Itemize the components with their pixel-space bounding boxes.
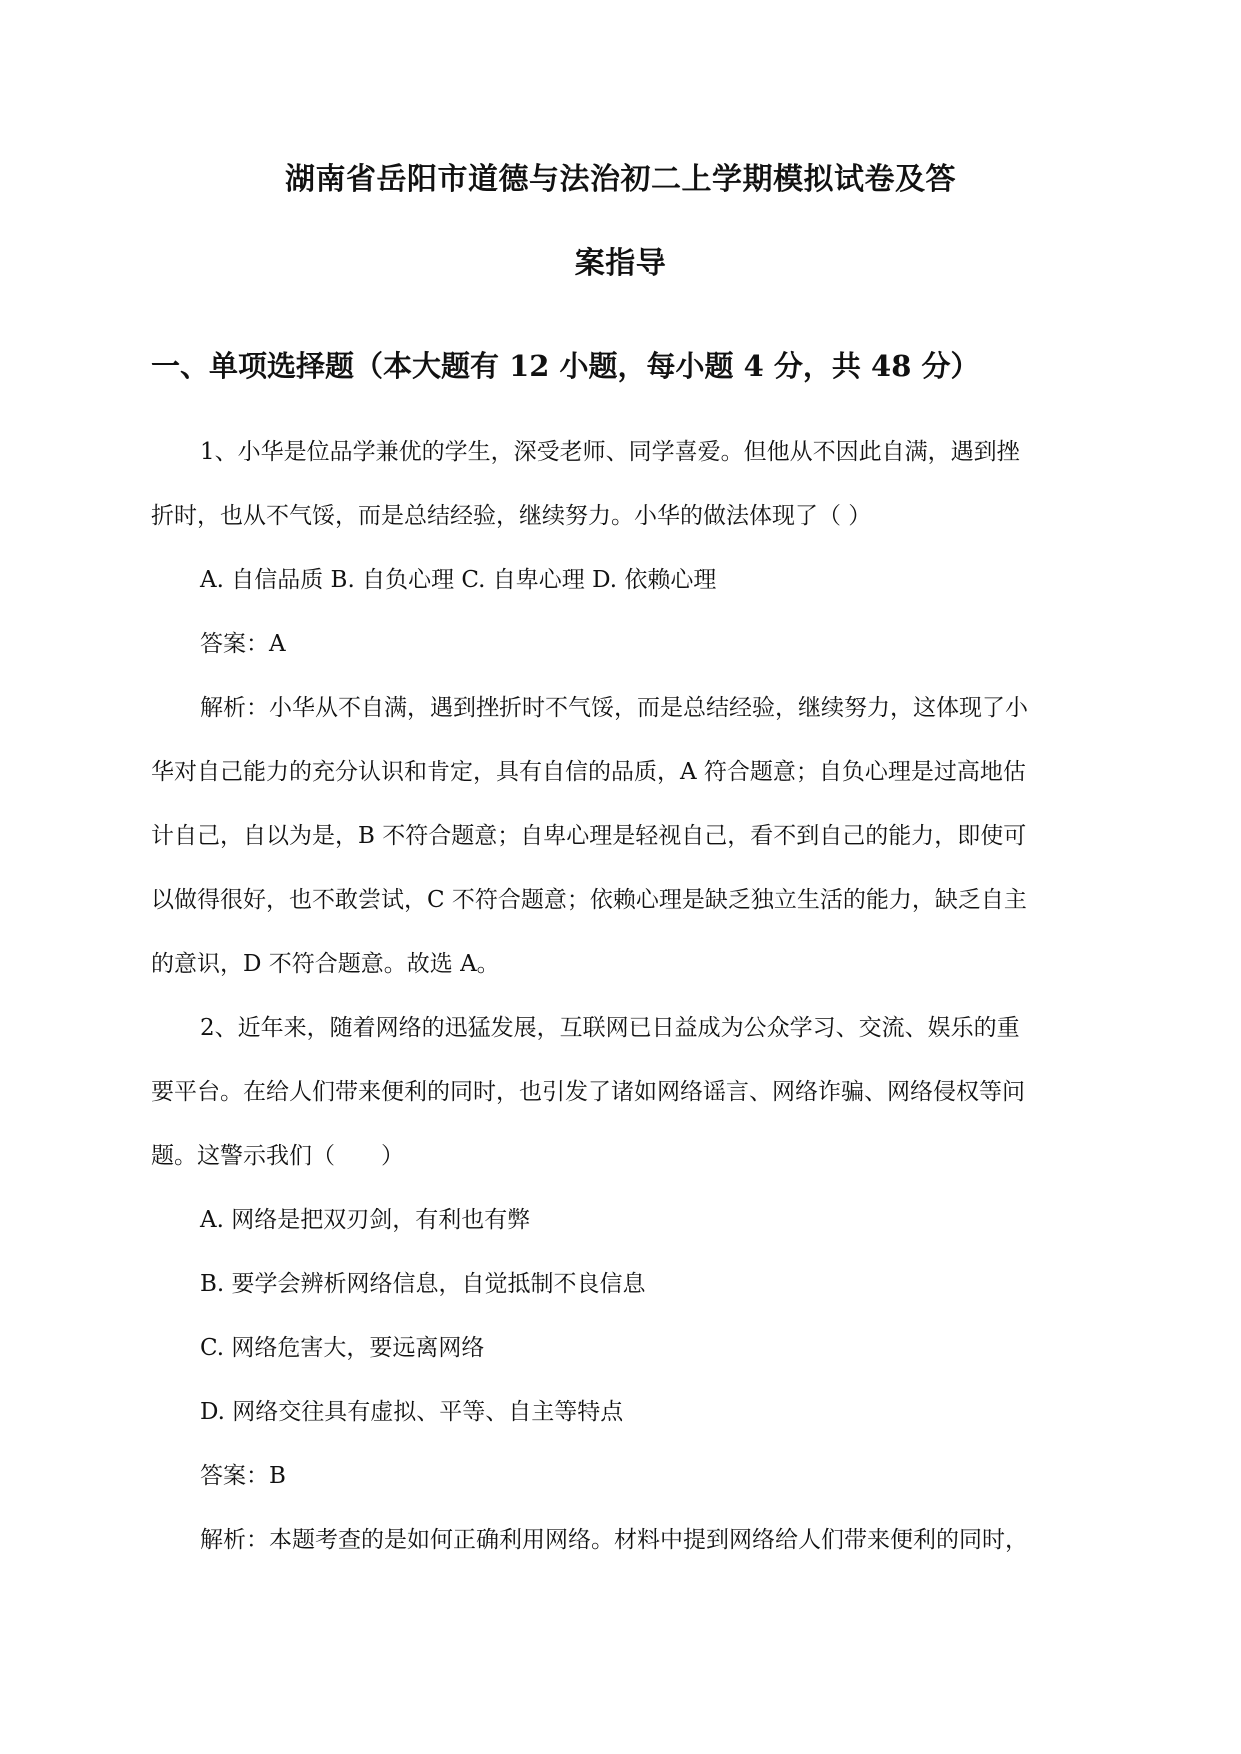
question-1-analysis-line: 计自己，自以为是，B 不符合题意；自卑心理是轻视自己，看不到自己的能力，即使可 (151, 823, 1027, 849)
question-2-option-a: A. 网络是把双刃剑，有利也有弊 (200, 1207, 531, 1233)
question-2-option-d: D. 网络交往具有虚拟、平等、自主等特点 (200, 1399, 624, 1425)
document-title-line-2: 案指导 (574, 246, 667, 281)
question-2-stem-line: 2、近年来，随着网络的迅猛发展，互联网已日益成为公众学习、交流、娱乐的重 (200, 1015, 1020, 1041)
question-1-answer: 答案：A (200, 631, 286, 657)
document-title-line-1: 湖南省岳阳市道德与法治初二上学期模拟试卷及答 (285, 162, 956, 197)
question-2-answer: 答案：B (200, 1463, 286, 1489)
question-1-analysis-line: 以做得很好，也不敢尝试，C 不符合题意；依赖心理是缺乏独立生活的能力，缺乏自主 (151, 887, 1027, 913)
question-1-stem-line: 1、小华是位品学兼优的学生，深受老师、同学喜爱。但他从不因此自满，遇到挫 (200, 439, 1020, 465)
question-2-analysis-line: 解析：本题考查的是如何正确利用网络。材料中提到网络给人们带来便利的同时， (200, 1527, 1028, 1553)
section-heading: 一、单项选择题（本大题有 12 小题，每小题 4 分，共 48 分） (151, 349, 980, 383)
question-2-option-b: B. 要学会辨析网络信息，自觉抵制不良信息 (200, 1271, 646, 1297)
question-1-analysis-line: 解析：小华从不自满，遇到挫折时不气馁，而是总结经验，继续努力，这体现了小 (200, 695, 1028, 721)
question-2-stem-line: 要平台。在给人们带来便利的同时，也引发了诸如网络谣言、网络诈骗、网络侵权等问 (151, 1079, 1025, 1105)
question-1-analysis-line: 华对自己能力的充分认识和肯定，具有自信的品质，A 符合题意；自负心理是过高地估 (151, 759, 1026, 785)
question-1-options: A. 自信品质 B. 自负心理 C. 自卑心理 D. 依赖心理 (200, 567, 717, 593)
question-1-analysis-line: 的意识，D 不符合题意。故选 A。 (151, 951, 500, 977)
question-2-option-c: C. 网络危害大，要远离网络 (200, 1335, 485, 1361)
question-2-stem-line: 题。这警示我们（ ） (151, 1143, 404, 1169)
question-1-stem-line: 折时，也从不气馁，而是总结经验，继续努力。小华的做法体现了（ ） (151, 503, 872, 529)
